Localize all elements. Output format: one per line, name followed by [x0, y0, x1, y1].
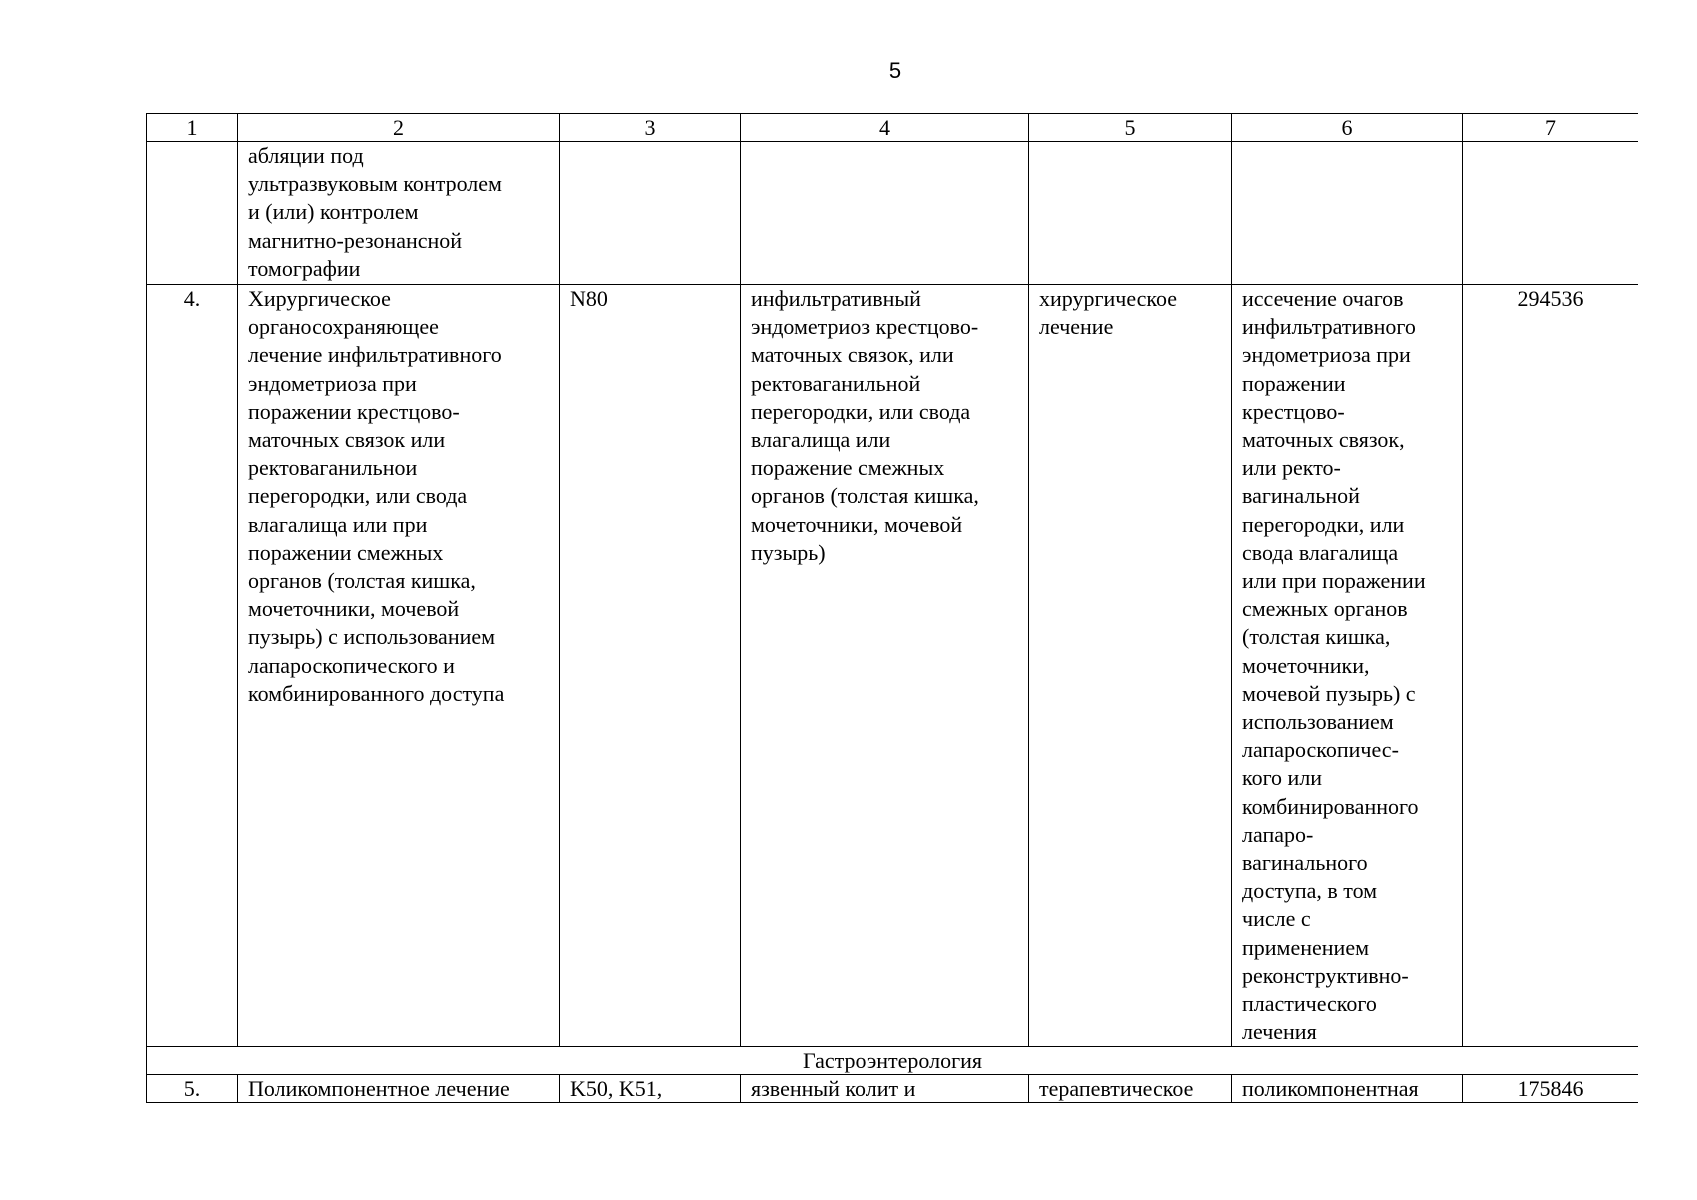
- row-4-model: инфильтративный эндометриоз крестцово- маточных связок, или ректоваганильной перегородки, или свода влагалища или поражение смежных органов (толстая кишка, мочеточники, мочевой пузырь): [741, 285, 1029, 1047]
- row-4-name: Хирургическое органосохраняющее лечение инфильтративного эндометриоза при поражении крестцово- маточных связок или ректоваганильнои перегородки, или свода влагалища или при поражении смежных органов (толстая кишка, мочеточники, мочевой пузырь) с использованием лапароскопического и комбинированного доступа: [238, 285, 560, 1047]
- header-cell-1: 1: [147, 114, 238, 142]
- row-4-code: N80: [560, 285, 741, 1047]
- row-cont-method: [1232, 142, 1463, 285]
- row-4-method: иссечение очагов инфильтративного эндометриоза при поражении крестцово- маточных связок, или ректо- вагинальной перегородки, или свода влагалища или при поражении смежных органов (толстая кишка, мочеточники, мочевой пузырь) с использованием лапароскопичес- кого или комбинированного лапаро- вагинального доступа, в том числе с применением реконструктивно- пластического лечения: [1232, 285, 1463, 1047]
- row-4-number: 4.: [147, 285, 238, 1047]
- table-row: [147, 1075, 1639, 1103]
- row-cont-treatment-type: [1029, 142, 1232, 285]
- row-4-cost: 294536: [1463, 285, 1639, 1047]
- row-5-code: K50, K51,: [560, 1075, 741, 1103]
- row-cont-cost: [1463, 142, 1639, 285]
- procedures-table-container: [146, 113, 1638, 1113]
- row-cont-model: [741, 142, 1029, 285]
- row-cont-code: [560, 142, 741, 285]
- row-5-cost: 175846: [1463, 1075, 1639, 1103]
- table-row: [147, 285, 1639, 1047]
- row-cont-number: [147, 142, 238, 285]
- table-header-row: [147, 114, 1639, 142]
- header-cell-6: 6: [1232, 114, 1463, 142]
- page-number: 5: [888, 58, 902, 83]
- row-4-treatment-type: хирургическое лечение: [1029, 285, 1232, 1047]
- row-5-treatment-type: терапевтическое: [1029, 1075, 1232, 1103]
- header-cell-4: 4: [741, 114, 1029, 142]
- row-5-number: 5.: [147, 1075, 238, 1103]
- row-cont-name: абляции под ультразвуковым контролем и (или) контролем магнитно-резонансной томографии: [238, 142, 560, 285]
- row-5-method: поликомпонентная: [1232, 1075, 1463, 1103]
- section-title: Гастроэнтерология: [147, 1047, 1639, 1075]
- header-cell-5: 5: [1029, 114, 1232, 142]
- table-row-continuation: [147, 142, 1639, 285]
- procedures-table: [146, 113, 1638, 1103]
- header-cell-2: 2: [238, 114, 560, 142]
- section-header-row: [147, 1047, 1639, 1075]
- header-cell-7: 7: [1463, 114, 1639, 142]
- row-5-model: язвенный колит и: [741, 1075, 1029, 1103]
- header-cell-3: 3: [560, 114, 741, 142]
- row-5-name: Поликомпонентное лечение: [238, 1075, 560, 1103]
